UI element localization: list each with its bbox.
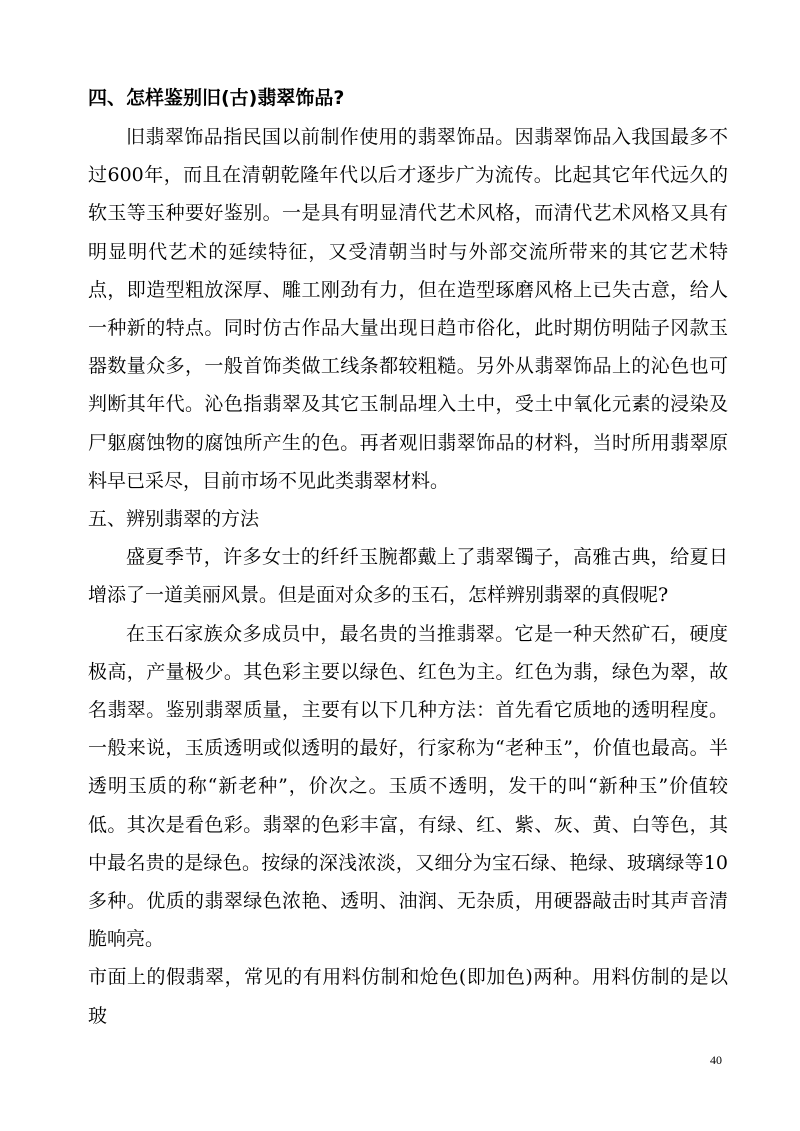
section-5-paragraph-1: 盛夏季节，许多女士的纤纤玉腕都戴上了翡翠镯子，高雅古典，给夏日增添了一道美丽风景。但是面对众多的玉石，怎样辨别翡翠的真假呢? bbox=[88, 546, 728, 607]
section-5-title: 五、辨别翡翠的方法 bbox=[88, 508, 260, 531]
document-page bbox=[88, 78, 728, 1035]
section-5-paragraph-2: 在玉石家族众多成员中，最名贵的当推翡翠。它是一种天然矿石，硬度极高，产量极少。其色彩主要以绿色、红色为主。红色为翡，绿色为翠，故名翡翠。鉴别翡翠质量，主要有以下几种方法：首先看它质地的透明程度。一般来说，玉质透明或似透明的最好，行家称为“老种玉”，价值也最高。半透明玉质的称“新老种”，价次之。玉质不透明，发干的叫“新种玉”价值较低。其次是看色彩。翡翠的色彩丰富，有绿、红、紫、灰、黄、白等色，其中最名贵的是绿色。按绿的深浅浓淡，又细分为宝石绿、艳绿、玻璃绿等10多种。优质的翡翠绿色浓艳、透明、油润、无杂质，用硬器敲击时其声音清脆响亮。 bbox=[88, 622, 728, 951]
page-number: 40 bbox=[710, 1053, 722, 1067]
section-5-paragraph-3: 市面上的假翡翠，常见的有用料仿制和炝色(即加色)两种。用料仿制的是以玻 bbox=[88, 966, 728, 1027]
section-4-paragraph: 旧翡翠饰品指民国以前制作使用的翡翠饰品。因翡翠饰品入我国最多不过600年，而且在清朝乾隆年代以后才逐步广为流传。比起其它年代远久的软玉等玉种要好鉴别。一是具有明显清代艺术风格，而清代艺术风格又具有明显明代艺术的延续特征，又受清朝当时与外部交流所带来的其它艺术特点，即造型粗放深厚、雕工刚劲有力，但在造型琢磨风格上已失古意，给人一种新的特点。同时仿古作品大量出现日趋市俗化，此时期仿明陆子冈款玉器数量众多，一般首饰类做工线条都较粗糙。另外从翡翠饰品上的沁色也可判断其年代。沁色指翡翠及其它玉制品埋入土中，受土中氧化元素的浸染及尸躯腐蚀物的腐蚀所产生的色。再者观旧翡翠饰品的材料，当时所用翡翠原料早已采尽，目前市场不见此类翡翠材料。 bbox=[88, 126, 728, 492]
section-4-title: 四、怎样鉴别旧(古)翡翠饰品? bbox=[88, 87, 345, 109]
